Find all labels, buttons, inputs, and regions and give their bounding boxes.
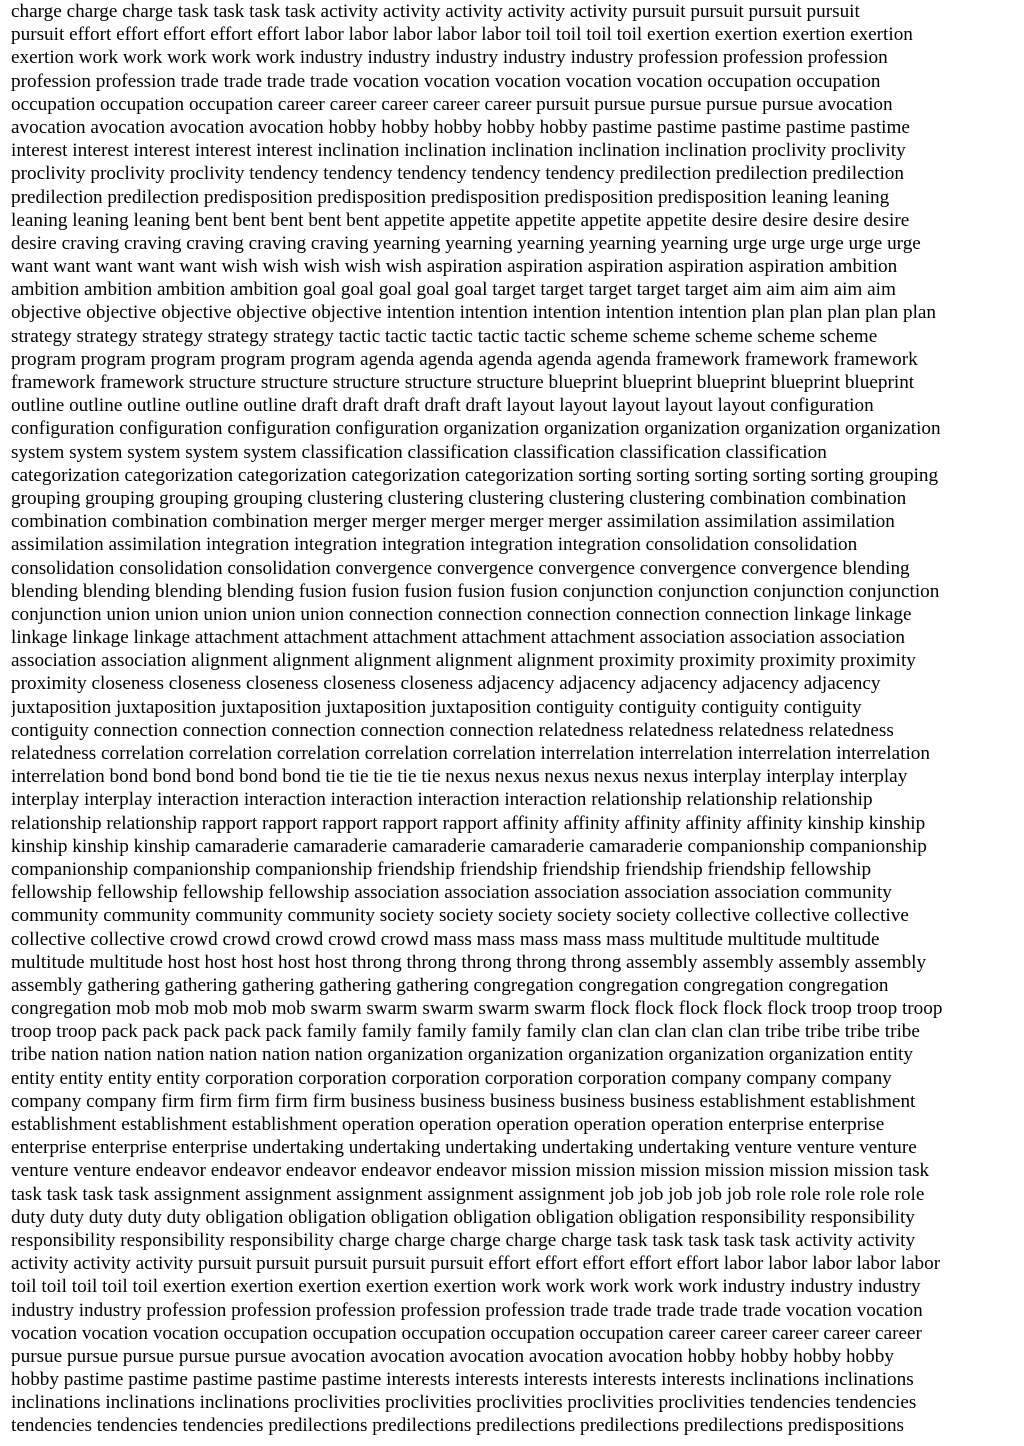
text-line: contiguity connection connection connection connection connection relatedness relatedness relatedness relatedness (11, 719, 894, 741)
text-line: want want want want want wish wish wish wish wish aspiration aspiration aspiration aspiration aspiration ambition (11, 256, 898, 278)
text-line: task task task task assignment assignment assignment assignment assignment job job job job job role role role role role (11, 1183, 925, 1205)
text-line: ambition ambition ambition ambition goal goal goal goal goal target target target target target aim aim aim aim aim (11, 279, 896, 301)
text-line: objective objective objective objective objective intention intention intention intention intention plan plan plan plan plan (11, 302, 937, 324)
text-line: toil toil toil toil toil exertion exertion exertion exertion exertion work work work work work industry industry industry (11, 1276, 921, 1298)
text-line: interest interest interest interest interest inclination inclination inclination inclination inclination proclivity proclivity (11, 140, 906, 162)
text-line: avocation avocation avocation avocation hobby hobby hobby hobby hobby pastime pastime pastime pastime pastime (11, 116, 910, 138)
text-line: relatedness correlation correlation correlation correlation correlation interrelation interrelation interrelation interrelation (11, 743, 930, 764)
text-line: desire craving craving craving craving craving yearning yearning yearning yearning yearning urge urge urge urge urge (11, 232, 921, 254)
text-line: blending blending blending blending fusion fusion fusion fusion fusion conjunction conjunction conjunction conjunction (11, 580, 940, 602)
text-line: enterprise enterprise enterprise undertaking undertaking undertaking undertaking undertaking venture venture venture (11, 1137, 917, 1159)
text-line: grouping grouping grouping grouping clustering clustering clustering clustering clustering combination combination (11, 487, 907, 509)
text-line: industry industry profession profession profession profession profession trade trade trade trade trade vocation vocation (11, 1299, 923, 1321)
text-line: framework framework structure structure structure structure structure blueprint blueprint blueprint blueprint blueprint (11, 372, 915, 393)
text-line: congregation mob mob mob mob mob swarm swarm swarm swarm swarm flock flock flock flock flock troop troop troop (11, 998, 943, 1020)
text-line: pursuit effort effort effort effort effort labor labor labor labor labor toil toil toil toil exertion exertion exertion exertion (11, 24, 913, 46)
text-line: categorization categorization categorization categorization categorization sorting sorting sorting sorting sorting grouping (11, 464, 939, 486)
text-line: exertion work work work work work industry industry industry industry industry profession profession profession (11, 47, 888, 69)
text-line: fellowship fellowship fellowship fellowship association association association association association community (11, 882, 892, 904)
text-line: charge charge charge task task task task activity activity activity activity activity pursuit pursuit pursuit pursuit (11, 1, 860, 22)
text-line: linkage linkage linkage attachment attachment attachment attachment attachment association association association (11, 627, 906, 649)
text-line: hobby pastime pastime pastime pastime pastime interests interests interests interests interests inclinations inclinations (11, 1369, 914, 1391)
text-line: multitude multitude host host host host host throng throng throng throng throng assembly assembly assembly assembly (11, 951, 927, 973)
text-line: assembly gathering gathering gathering gathering gathering congregation congregation congregation congregation (11, 974, 889, 996)
text-line: program program program program program agenda agenda agenda agenda agenda framework framework framework (11, 348, 918, 370)
text-line: interrelation bond bond bond bond bond tie tie tie tie tie nexus nexus nexus nexus nexus interplay interplay interplay (11, 766, 908, 788)
text-line: kinship kinship kinship camaraderie camaraderie camaraderie camaraderie camaraderie companionship companionship (11, 835, 927, 857)
text-line: troop troop pack pack pack pack pack family family family family family clan clan clan clan clan tribe tribe tribe tribe (11, 1021, 920, 1043)
text-line: interplay interplay interaction interaction interaction interaction interaction relationship relationship relationship (11, 789, 873, 811)
text-line: profession profession trade trade trade trade vocation vocation vocation vocation vocation occupation occupation (11, 70, 881, 92)
text-line: company company firm firm firm firm firm business business business business business establishment establishment (11, 1090, 916, 1112)
text-line: consolidation consolidation consolidation convergence convergence convergence convergence convergence blending (11, 557, 910, 579)
text-line: tribe nation nation nation nation nation nation organization organization organization organization organization entity (11, 1044, 913, 1066)
text-line: occupation occupation occupation career career career career career pursuit pursue pursue pursue pursue avocation (11, 93, 893, 115)
text-line: assimilation assimilation integration integration integration integration integration consolidation consolidation (11, 534, 858, 556)
text-line: duty duty duty duty duty obligation obligation obligation obligation obligation obligation responsibility responsibility (11, 1206, 915, 1228)
text-line: predilection predilection predisposition predisposition predisposition predisposition predisposition leaning leaning (11, 186, 890, 208)
text-line: activity activity activity pursuit pursuit pursuit pursuit pursuit effort effort effort effort effort labor labor labor labor labor (11, 1253, 941, 1275)
text-line: strategy strategy strategy strategy strategy tactic tactic tactic tactic tactic scheme scheme scheme scheme scheme (11, 325, 878, 347)
text-line: leaning leaning leaning bent bent bent bent bent appetite appetite appetite appetite appetite desire desire desire desire (11, 209, 910, 231)
text-line: vocation vocation vocation occupation occupation occupation occupation occupation career career career career career (11, 1322, 922, 1344)
text-line: venture venture endeavor endeavor endeavor endeavor endeavor mission mission mission mission mission mission task (11, 1160, 930, 1182)
text-line: juxtaposition juxtaposition juxtaposition juxtaposition juxtaposition contiguity contiguity contiguity contiguity (11, 696, 862, 718)
text-line: configuration configuration configuration configuration organization organization organization organization organization (11, 418, 941, 440)
text-line: inclinations inclinations inclinations proclivities proclivities proclivities proclivities proclivities tendencies tendencies (11, 1392, 917, 1414)
text-line: responsibility responsibility responsibility charge charge charge charge charge task task task task task activity activity (11, 1229, 916, 1251)
text-line: proclivity proclivity proclivity tendency tendency tendency tendency tendency predilection predilection predilection (11, 163, 904, 185)
text-line: companionship companionship companionship friendship friendship friendship friendship friendship fellowship (11, 858, 872, 880)
document-body (11, 0, 1016, 1446)
text-line: relationship relationship rapport rapport rapport rapport rapport affinity affinity affinity affinity affinity kinship kinship (11, 812, 926, 834)
text-line: conjunction union union union union union connection connection connection connection connection linkage linkage (11, 603, 912, 625)
text-line: community community community community society society society society society collective collective collective (11, 905, 909, 927)
text-line: collective collective crowd crowd crowd crowd crowd mass mass mass mass mass multitude multitude multitude (11, 928, 880, 950)
text-line: system system system system system classification classification classification classification classification (11, 441, 827, 463)
text-line: tendencies tendencies tendencies predilections predilections predilections predilections predilections predispositions (11, 1415, 905, 1437)
text-line: establishment establishment establishment operation operation operation operation operation enterprise enterprise (11, 1114, 885, 1135)
text-line: combination combination combination merger merger merger merger merger assimilation assimilation assimilation (11, 511, 895, 533)
text-line: outline outline outline outline outline draft draft draft draft draft layout layout layout layout layout configuration (11, 395, 874, 417)
text-line: pursue pursue pursue pursue pursue avocation avocation avocation avocation avocation hobby hobby hobby hobby (11, 1345, 894, 1367)
text-line: association association alignment alignment alignment alignment alignment proximity proximity proximity proximity (11, 650, 916, 672)
text-line: entity entity entity entity corporation corporation corporation corporation corporation company company company (11, 1067, 892, 1089)
text-line: proximity closeness closeness closeness closeness closeness adjacency adjacency adjacency adjacency adjacency (11, 673, 881, 695)
